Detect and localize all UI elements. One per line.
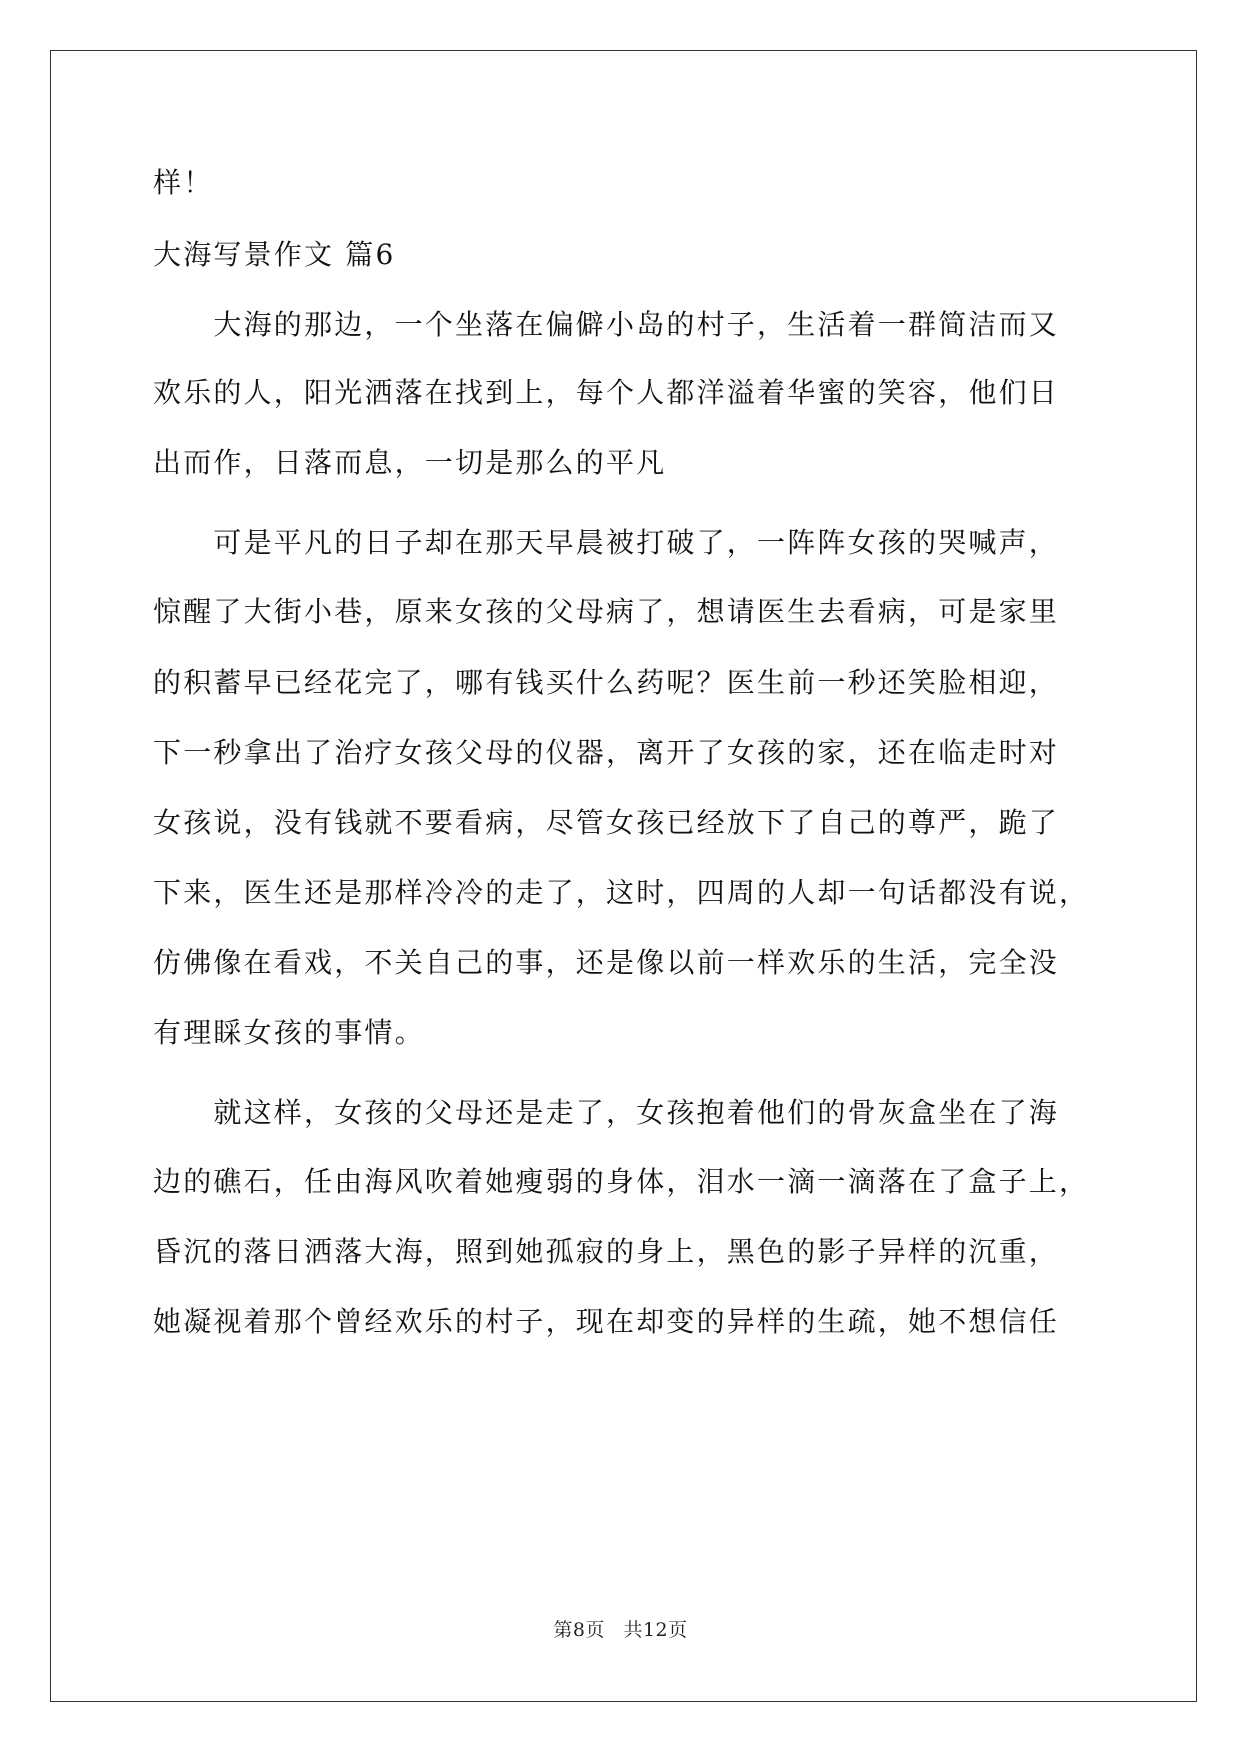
text-line: 惊醒了大街小巷，原来女孩的父母病了，想请医生去看病，可是家里 (153, 595, 1060, 628)
text-line: 欢乐的人，阳光洒落在找到上，每个人都洋溢着华蜜的笑容，他们日 (153, 376, 1060, 409)
text-line: 出而作，日落而息，一切是那么的平凡 (153, 446, 667, 479)
text-line: 可是平凡的日子却在那天早晨被打破了，一阵阵女孩的哭喊声， (153, 526, 1060, 559)
text-line: 有理睬女孩的事情。 (153, 1016, 425, 1049)
text-line: 样！ (153, 166, 214, 199)
text-line: 她凝视着那个曾经欢乐的村子，现在却变的异样的生疏，她不想信任 (153, 1305, 1060, 1338)
page-total: 共12页 (623, 1619, 688, 1641)
page-footer (0, 1618, 1241, 1642)
section-heading: 大海写景作文 篇6 (153, 238, 396, 271)
text-line: 大海的那边，一个坐落在偏僻小岛的村子，生活着一群简洁而又 (153, 308, 1060, 341)
text-line: 下一秒拿出了治疗女孩父母的仪器，离开了女孩的家，还在临走时对 (153, 736, 1060, 769)
page-number: 第8页 (553, 1619, 605, 1641)
text-line: 仿佛像在看戏，不关自己的事，还是像以前一样欢乐的生活，完全没 (153, 946, 1060, 979)
text-line: 昏沉的落日洒落大海，照到她孤寂的身上，黑色的影子异样的沉重， (153, 1235, 1060, 1268)
text-line: 女孩说，没有钱就不要看病，尽管女孩已经放下了自己的尊严，跪了 (153, 806, 1060, 839)
text-line: 边的礁石，任由海风吹着她瘦弱的身体，泪水一滴一滴落在了盒子上， (153, 1165, 1090, 1198)
text-line: 就这样，女孩的父母还是走了，女孩抱着他们的骨灰盒坐在了海 (153, 1096, 1060, 1129)
text-line: 下来，医生还是那样冷冷的走了，这时，四周的人却一句话都没有说， (153, 876, 1090, 909)
text-line: 的积蓄早已经花完了，哪有钱买什么药呢？医生前一秒还笑脸相迎， (153, 666, 1060, 699)
